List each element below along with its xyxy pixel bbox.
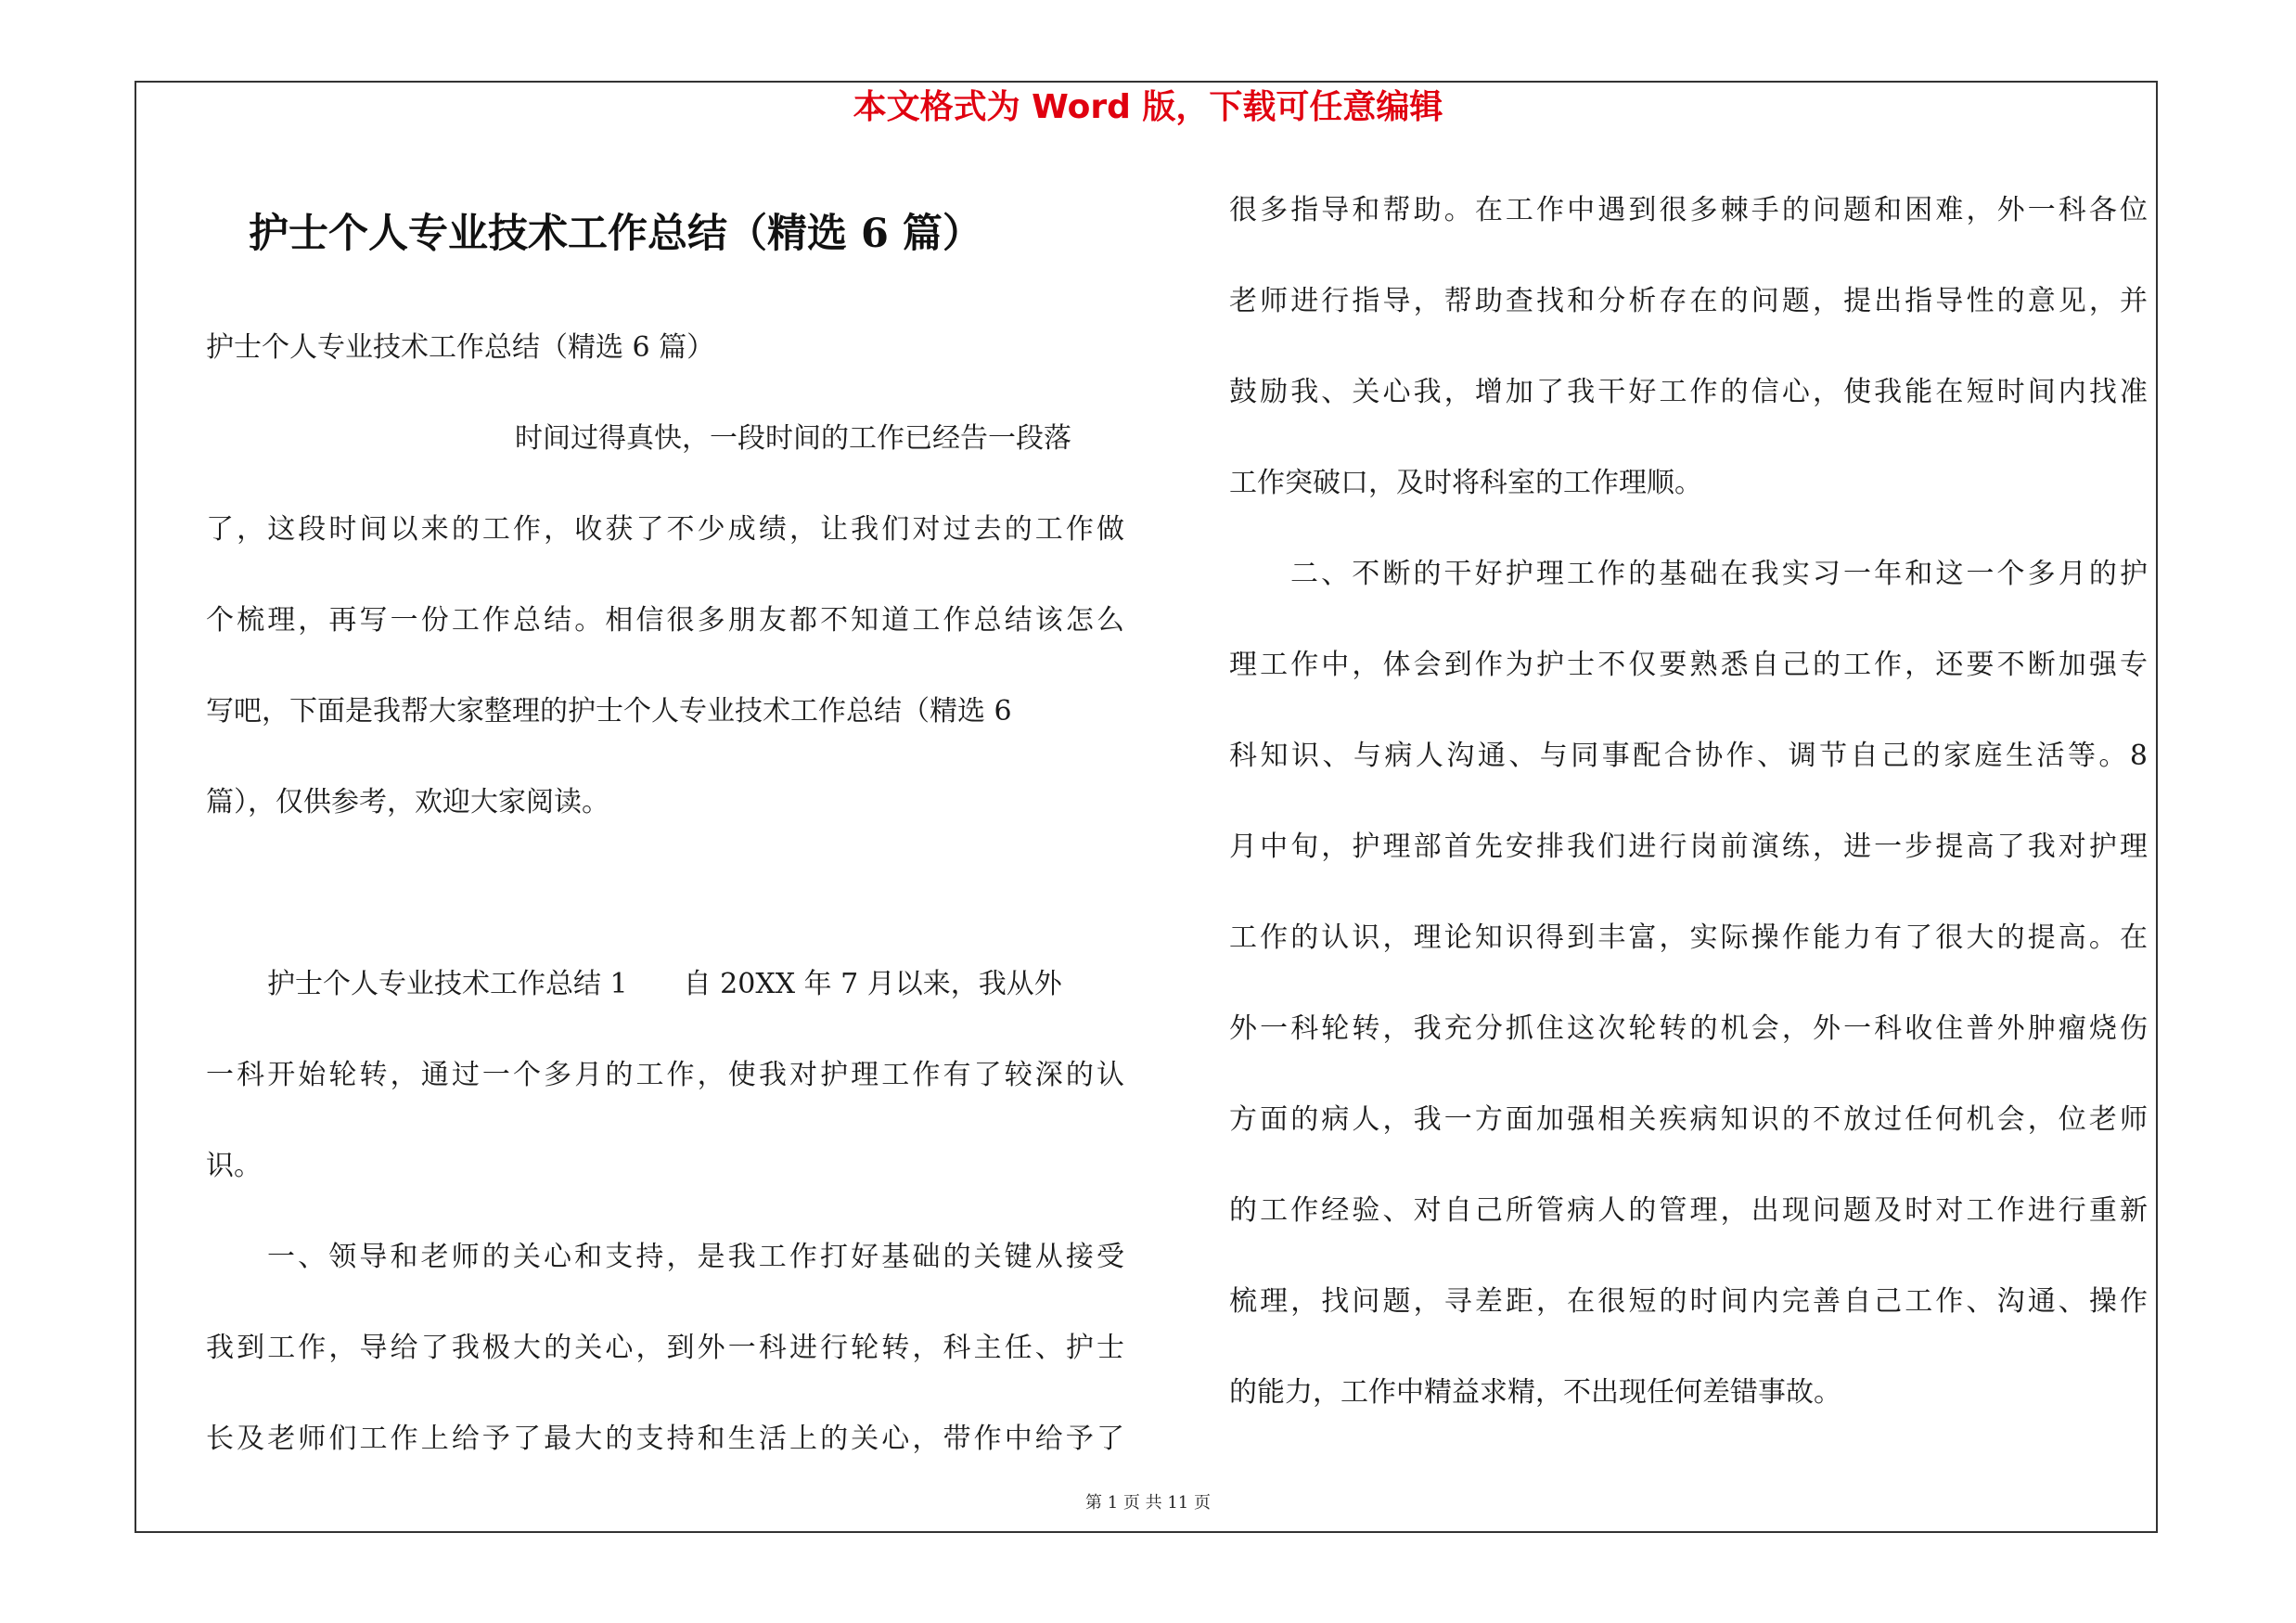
section-heading-line: 护士个人专业技术工作总结 1 自 20XX 年 7 月以来，我从外 xyxy=(267,968,1062,1000)
body-line: 工作的认识，理论知识得到丰富，实际操作能力有了很大的提高。在 xyxy=(1229,921,2148,954)
body-line: 月中旬，护理部首先安排我们进行岗前演练，进一步提高了我对护理 xyxy=(1229,831,2148,863)
body-line: 我到工作，导给了我极大的关心，到外一科进行轮转，科主任、护士 xyxy=(206,1332,1124,1364)
body-line: 长及老师们工作上给予了最大的支持和生活上的关心，带作中给予了 xyxy=(206,1423,1124,1455)
body-line: 个梳理，再写一份工作总结。相信很多朋友都不知道工作总结该怎么 xyxy=(206,604,1124,637)
body-line: 梳理，找问题，寻差距，在很短的时间内完善自己工作、沟通、操作 xyxy=(1229,1285,2148,1318)
body-line: 的能力，工作中精益求精，不出现任何差错事故。 xyxy=(1229,1376,1841,1409)
page-number-footer: 第 1 页 共 11 页 xyxy=(1085,1493,1211,1513)
body-line: 一科开始轮转，通过一个多月的工作，使我对护理工作有了较深的认 xyxy=(206,1059,1124,1091)
body-line: 识。 xyxy=(206,1150,262,1182)
body-line: 鼓励我、关心我，增加了我干好工作的信心，使我能在短时间内找准 xyxy=(1229,376,2148,408)
body-line: 很多指导和帮助。在工作中遇到很多棘手的问题和困难，外一科各位 xyxy=(1229,194,2148,226)
body-line: 一、领导和老师的关心和支持，是我工作打好基础的关键从接受 xyxy=(267,1241,1124,1273)
body-line: 了，这段时间以来的工作，收获了不少成绩，让我们对过去的工作做 xyxy=(206,513,1124,546)
body-line: 的工作经验、对自己所管病人的管理，出现问题及时对工作进行重新 xyxy=(1229,1194,2148,1227)
word-format-banner: 本文格式为 Word 版，下载可任意编辑 xyxy=(853,88,1443,126)
document-title: 护士个人专业技术工作总结（精选 6 篇） xyxy=(249,211,982,257)
body-line: 方面的病人，我一方面加强相关疾病知识的不放过任何机会，位老师 xyxy=(1229,1103,2148,1136)
body-line: 理工作中，体会到作为护士不仅要熟悉自己的工作，还要不断加强专 xyxy=(1229,649,2148,681)
body-line: 外一科轮转，我充分抓住这次轮转的机会，外一科收住普外肿瘤烧伤 xyxy=(1229,1012,2148,1045)
body-line: 时间过得真快，一段时间的工作已经告一段落 xyxy=(515,422,1071,455)
body-line: 写吧，下面是我帮大家整理的护士个人专业技术工作总结（精选 6 xyxy=(206,695,1012,728)
body-line: 科知识、与病人沟通、与同事配合协作、调节自己的家庭生活等。8 xyxy=(1229,740,2148,772)
body-line: 二、不断的干好护理工作的基础在我实习一年和这一个多月的护 xyxy=(1290,558,2148,590)
body-line: 篇），仅供参考，欢迎大家阅读。 xyxy=(206,786,609,818)
subtitle-line: 护士个人专业技术工作总结（精选 6 篇） xyxy=(206,331,715,364)
body-line: 工作突破口，及时将科室的工作理顺。 xyxy=(1229,467,1702,499)
body-line: 老师进行指导，帮助查找和分析存在的问题，提出指导性的意见，并 xyxy=(1229,285,2148,317)
